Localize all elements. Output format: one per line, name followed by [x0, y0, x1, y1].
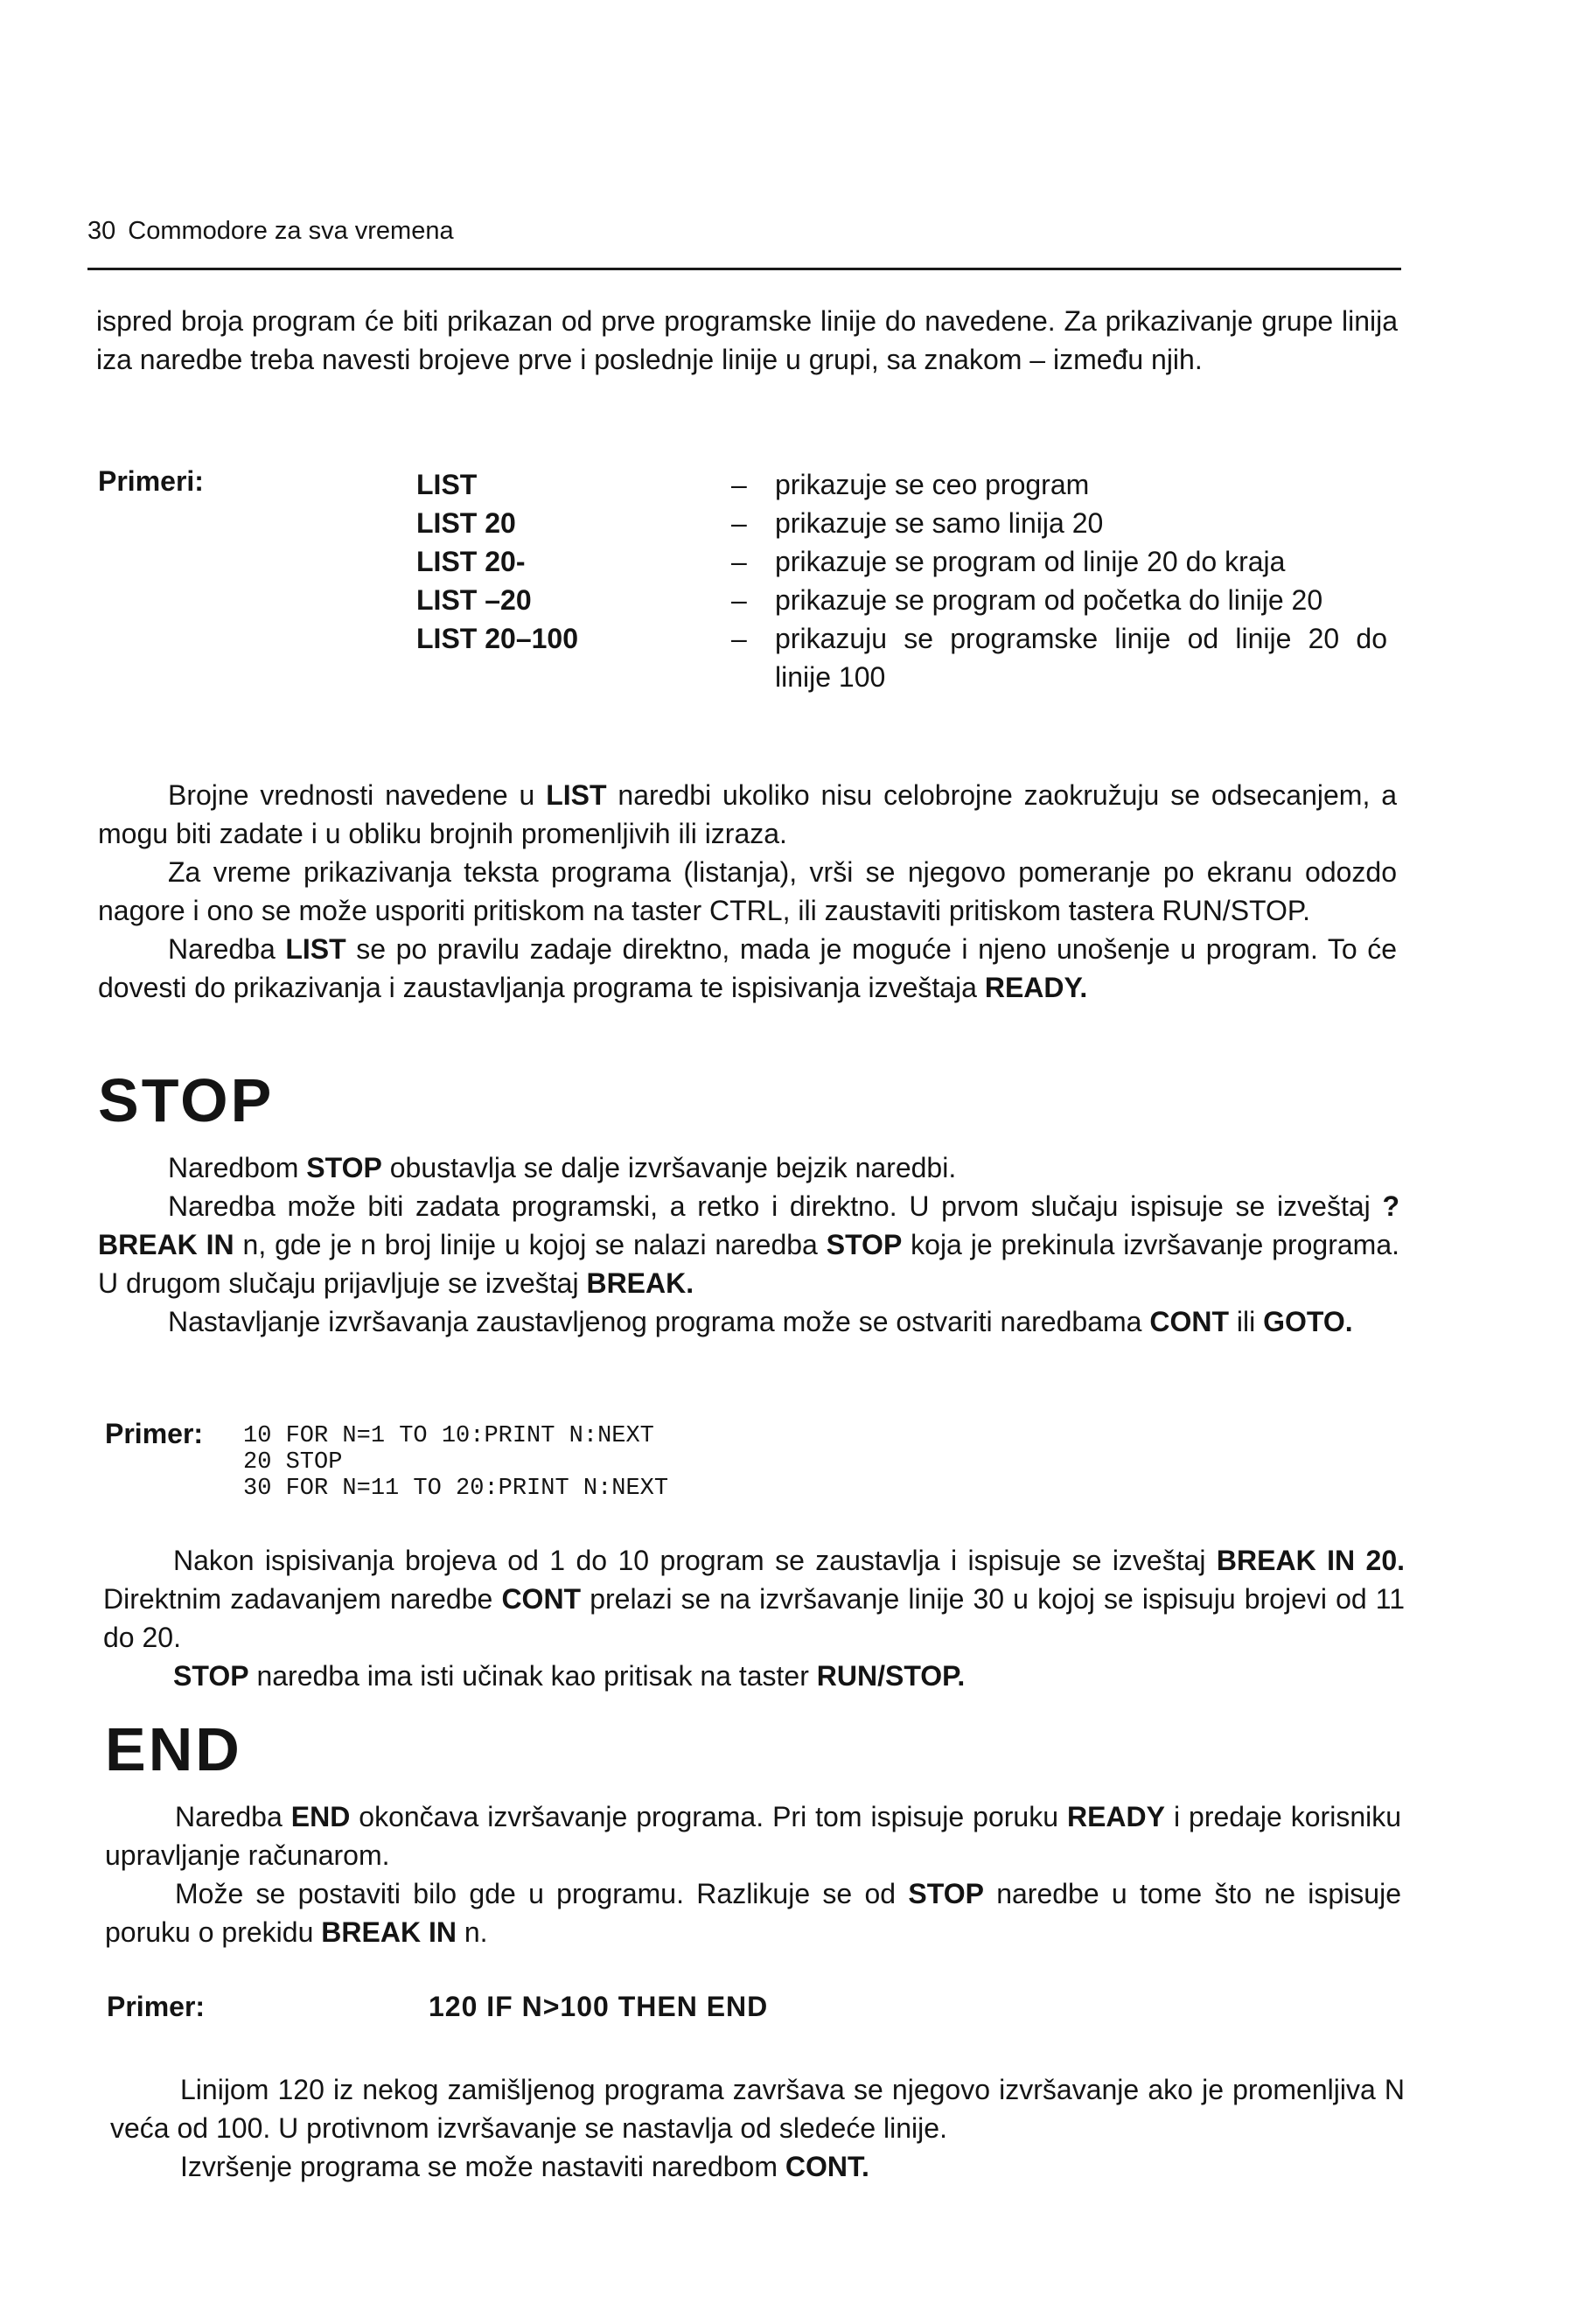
- end-paragraph-3: Linijom 120 iz nekog zamišljenog programa završava se njegovo izvršavanje ako je promenljiva N veća od 100. U protivnom izvršavanje se nastavlja od sledeće linije.: [110, 2074, 1405, 2144]
- intro-paragraph: ispred broja program će biti prikazan od prve programske linije do navedene. Za prikazivanje grupe linija iza naredbe treba navesti brojeve prve i poslednje linije u grupi, sa znakom – između njih.: [96, 305, 1398, 375]
- end-heading: END: [105, 1715, 242, 1783]
- stop-paragraph-5: STOP naredba ima isti učinak kao pritisak na taster RUN/STOP.: [173, 1660, 966, 1692]
- stop-paragraph-2: Naredba može biti zadata programski, a retko i direktno. U prvom slučaju ispisuje se izveštaj ?BREAK IN n, gde je n broj linije u kojoj se nalazi naredba STOP koja je prekinula izvršavanje programa. U drugom slučaju prijavljuje se izveštaj BREAK.: [98, 1190, 1400, 1299]
- end-section-text: [105, 1797, 1401, 1951]
- code-line: 30 FOR N=11 TO 20:PRINT N:NEXT: [243, 1476, 669, 1502]
- example-row: [416, 619, 1400, 696]
- end-section-text-2: [110, 2070, 1405, 2186]
- examples-label: Primeri:: [98, 465, 204, 497]
- list-section-text: [98, 776, 1397, 1007]
- example-description: prikazuje se ceo program: [775, 469, 1090, 500]
- stop-paragraph-4: Nakon ispisivanja brojeva od 1 do 10 program se zaustavlja i ispisuje se izveštaj BREAK IN 20. Direktnim zadavanjem naredbe CONT prelazi se na izvršavanje linije 30 u kojoj se ispisuju brojevi od 11 do 20.: [103, 1545, 1406, 1653]
- list-paragraph-3: Naredba LIST se po pravilu zadaje direktno, mada je moguće i njeno unošenje u program. To će dovesti do prikazivanja i zaustavljanja programa te ispisivanja izveštaja READY.: [98, 933, 1398, 1003]
- example-command: LIST 20–100: [416, 623, 578, 654]
- code-line: 20 STOP: [243, 1449, 343, 1476]
- book-title: Commodore za sva vremena: [128, 217, 454, 245]
- example-description: prikazuje se samo linija 20: [775, 507, 1104, 539]
- end-paragraph-1: Naredba END okončava izvršavanje programa. Pri tom ispisuje poruku READY i predaje korisniku upravljanje računarom.: [105, 1801, 1402, 1871]
- example-row: [416, 504, 1400, 542]
- example-command: LIST 20-: [416, 546, 526, 577]
- example-dash: –: [731, 546, 747, 577]
- end-paragraph-4: Izvršenje programa se može nastaviti naredbom CONT.: [180, 2151, 869, 2182]
- running-header: [87, 217, 1399, 246]
- code-line: 10 FOR N=1 TO 10:PRINT N:NEXT: [243, 1423, 654, 1449]
- stop-example-label: Primer:: [105, 1418, 204, 1449]
- example-command: LIST 20: [416, 507, 516, 539]
- header-rule: [87, 268, 1401, 270]
- end-paragraph-2: Može se postaviti bilo gde u programu. Razlikuje se od STOP naredbe u tome što ne ispisuje poruku o prekidu BREAK IN n.: [105, 1878, 1402, 1948]
- stop-heading: STOP: [98, 1066, 275, 1134]
- example-dash: –: [731, 584, 747, 616]
- example-row: [416, 465, 1400, 504]
- stop-section-text-2: [103, 1541, 1405, 1695]
- example-description: prikazuje se program od linije 20 do kraja: [775, 546, 1286, 577]
- list-paragraph-2: Za vreme prikazivanja teksta programa (listanja), vrši se njegovo pomeranje po ekranu odozdo nagore i ono se može usporiti pritiskom na taster CTRL, ili zaustaviti pritiskom tastera RUN/STOP.: [98, 856, 1397, 926]
- example-dash: –: [731, 623, 747, 654]
- example-dash: –: [731, 469, 747, 500]
- example-row: [416, 581, 1400, 619]
- stop-paragraph-1: Naredbom STOP obustavlja se dalje izvršavanje bejzik naredbi.: [168, 1152, 957, 1183]
- list-examples-table: [416, 465, 1400, 696]
- list-paragraph-1: Brojne vrednosti navedene u LIST naredbi ukoliko nisu celobrojne zaokružuju se odsecanjem, a mogu biti zadate i u obliku brojnih promenljivih ili izraza.: [98, 779, 1397, 849]
- example-description: prikazuje se program od početka do linije 20: [775, 584, 1323, 616]
- example-command: LIST: [416, 469, 478, 500]
- example-description: prikazuju se programske linije od linije 20 do linije 100: [775, 623, 1387, 693]
- end-example-label: Primer:: [107, 1991, 206, 2022]
- end-example-code: 120 IF N>100 THEN END: [429, 1991, 769, 2022]
- page-number: 30: [87, 217, 116, 245]
- stop-section-text: [98, 1148, 1399, 1341]
- example-command: LIST –20: [416, 584, 532, 616]
- stop-paragraph-3: Nastavljanje izvršavanja zaustavljenog programa može se ostvariti naredbama CONT ili GOTO.: [168, 1306, 1353, 1337]
- example-row: [416, 542, 1400, 581]
- example-dash: –: [731, 507, 747, 539]
- stop-example-code: [243, 1423, 668, 1502]
